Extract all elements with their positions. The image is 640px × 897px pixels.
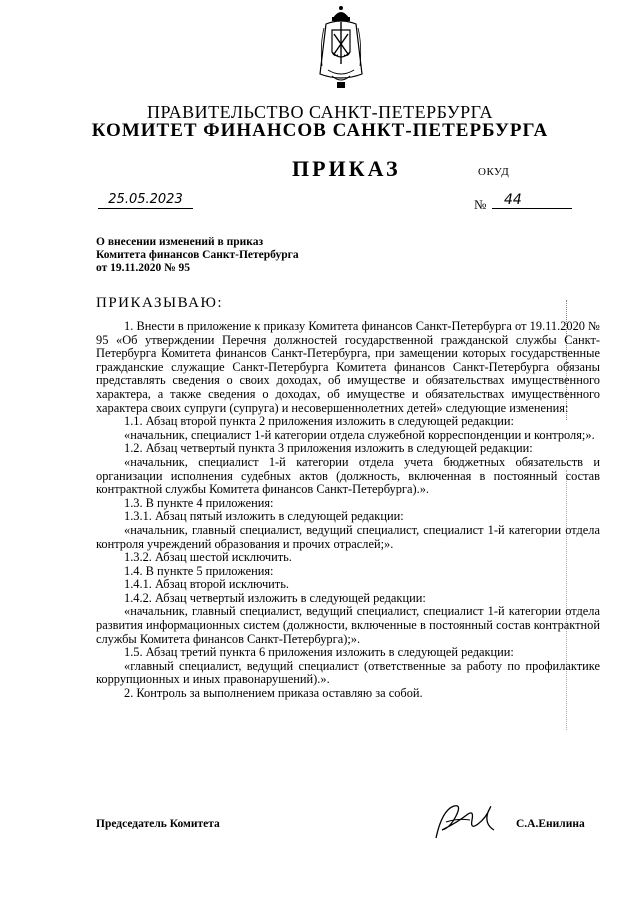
government-title: ПРАВИТЕЛЬСТВО САНКТ-ПЕТЕРБУРГА (146, 102, 494, 122)
document-subject (96, 236, 299, 275)
document-body (96, 320, 600, 701)
body-paragraph: 2. Контроль за выполнением приказа оставляю за собой. (124, 686, 423, 701)
body-paragraph: 1.3. В пункте 4 приложения: (124, 495, 274, 510)
committee-title: КОМИТЕТ ФИНАНСОВ САНКТ-ПЕТЕРБУРГА (91, 120, 549, 141)
number-sign: № (474, 197, 487, 212)
subject-line: О внесении изменений в приказ (96, 236, 264, 248)
document-number: 44 (492, 192, 572, 209)
subject-line: Комитета финансов Санкт-Петербурга (96, 249, 299, 261)
body-paragraph: 1.1. Абзац второй пункта 2 приложения изложить в следующей редакции: (124, 414, 514, 429)
body-paragraph: 1.4.1. Абзац второй исключить. (124, 577, 289, 592)
body-paragraph: «начальник, главный специалист, ведущий специалист, специалист 1-й категории отдела развития информационных систем (должности, включенные в постоянный состав контрактной службы Комитета финансов Санкт-Петербурга);». (96, 604, 600, 646)
signer-title: Председатель Комитета (96, 818, 220, 830)
body-paragraph: 1.5. Абзац третий пункта 6 приложения изложить в следующей редакции: (124, 645, 514, 660)
body-paragraph: 1.2. Абзац четвертый пункта 3 приложения изложить в следующей редакции: (124, 441, 533, 456)
body-paragraph: «начальник, специалист 1-й категории отдела учета бюджетных обязательств и организации исполнения судебных актов (должность, включенная в постоянный состав контрактной службы Комитета финансов Санкт-Петербурга).». (96, 454, 600, 497)
body-paragraph: 1.3.1. Абзац пятый изложить в следующей редакции: (124, 509, 404, 524)
body-paragraph: «начальник, главный специалист, ведущий специалист, специалист 1-й категории отдела контроля учреждений образования и прочих отраслей;». (96, 522, 600, 551)
body-paragraph: 1.4. В пункте 5 приложения: (124, 563, 274, 578)
coat-of-arms-icon (318, 4, 364, 90)
orders-heading: ПРИКАЗЫВАЮ: (96, 295, 224, 311)
body-paragraph: 1.4.2. Абзац четвертый изложить в следующей редакции: (124, 590, 426, 605)
document-date: 25.05.2023 (98, 192, 193, 209)
body-paragraph: «главный специалист, ведущий специалист (ответственные за работу по профилактике коррупционных и иных правонарушений).». (96, 658, 600, 687)
signer-name: С.А.Енилина (516, 818, 585, 830)
body-paragraph: «начальник, специалист 1-й категории отдела служебной корреспонденции и контроля;». (124, 427, 595, 442)
body-paragraph: 1.3.2. Абзац шестой исключить. (124, 550, 292, 565)
document-type: ПРИКАЗ (292, 156, 401, 181)
handwritten-signature (428, 800, 500, 842)
subject-line: от 19.11.2020 № 95 (96, 262, 191, 274)
body-paragraph: 1. Внести в приложение к приказу Комитета финансов Санкт-Петербурга от 19.11.2020 № 95 «Об утверждении Перечня должностей государственной гражданской службы Санкт-Петербурга Комитета финансов Санкт-Петербурга, при замещении которых государственные гражданские служащие Санкт-Петербурга Комитета финансов Санкт-Петербурга обязаны представлять сведения о своих доходах, об имуществе и обязательствах имущественного характера, а также сведения о доходах, об имуществе и обязательствах имущественного характера своих супруги (супруга) и несовершеннолетних детей» следующие изменения: (96, 319, 600, 415)
okud-label: ОКУД (478, 166, 510, 178)
